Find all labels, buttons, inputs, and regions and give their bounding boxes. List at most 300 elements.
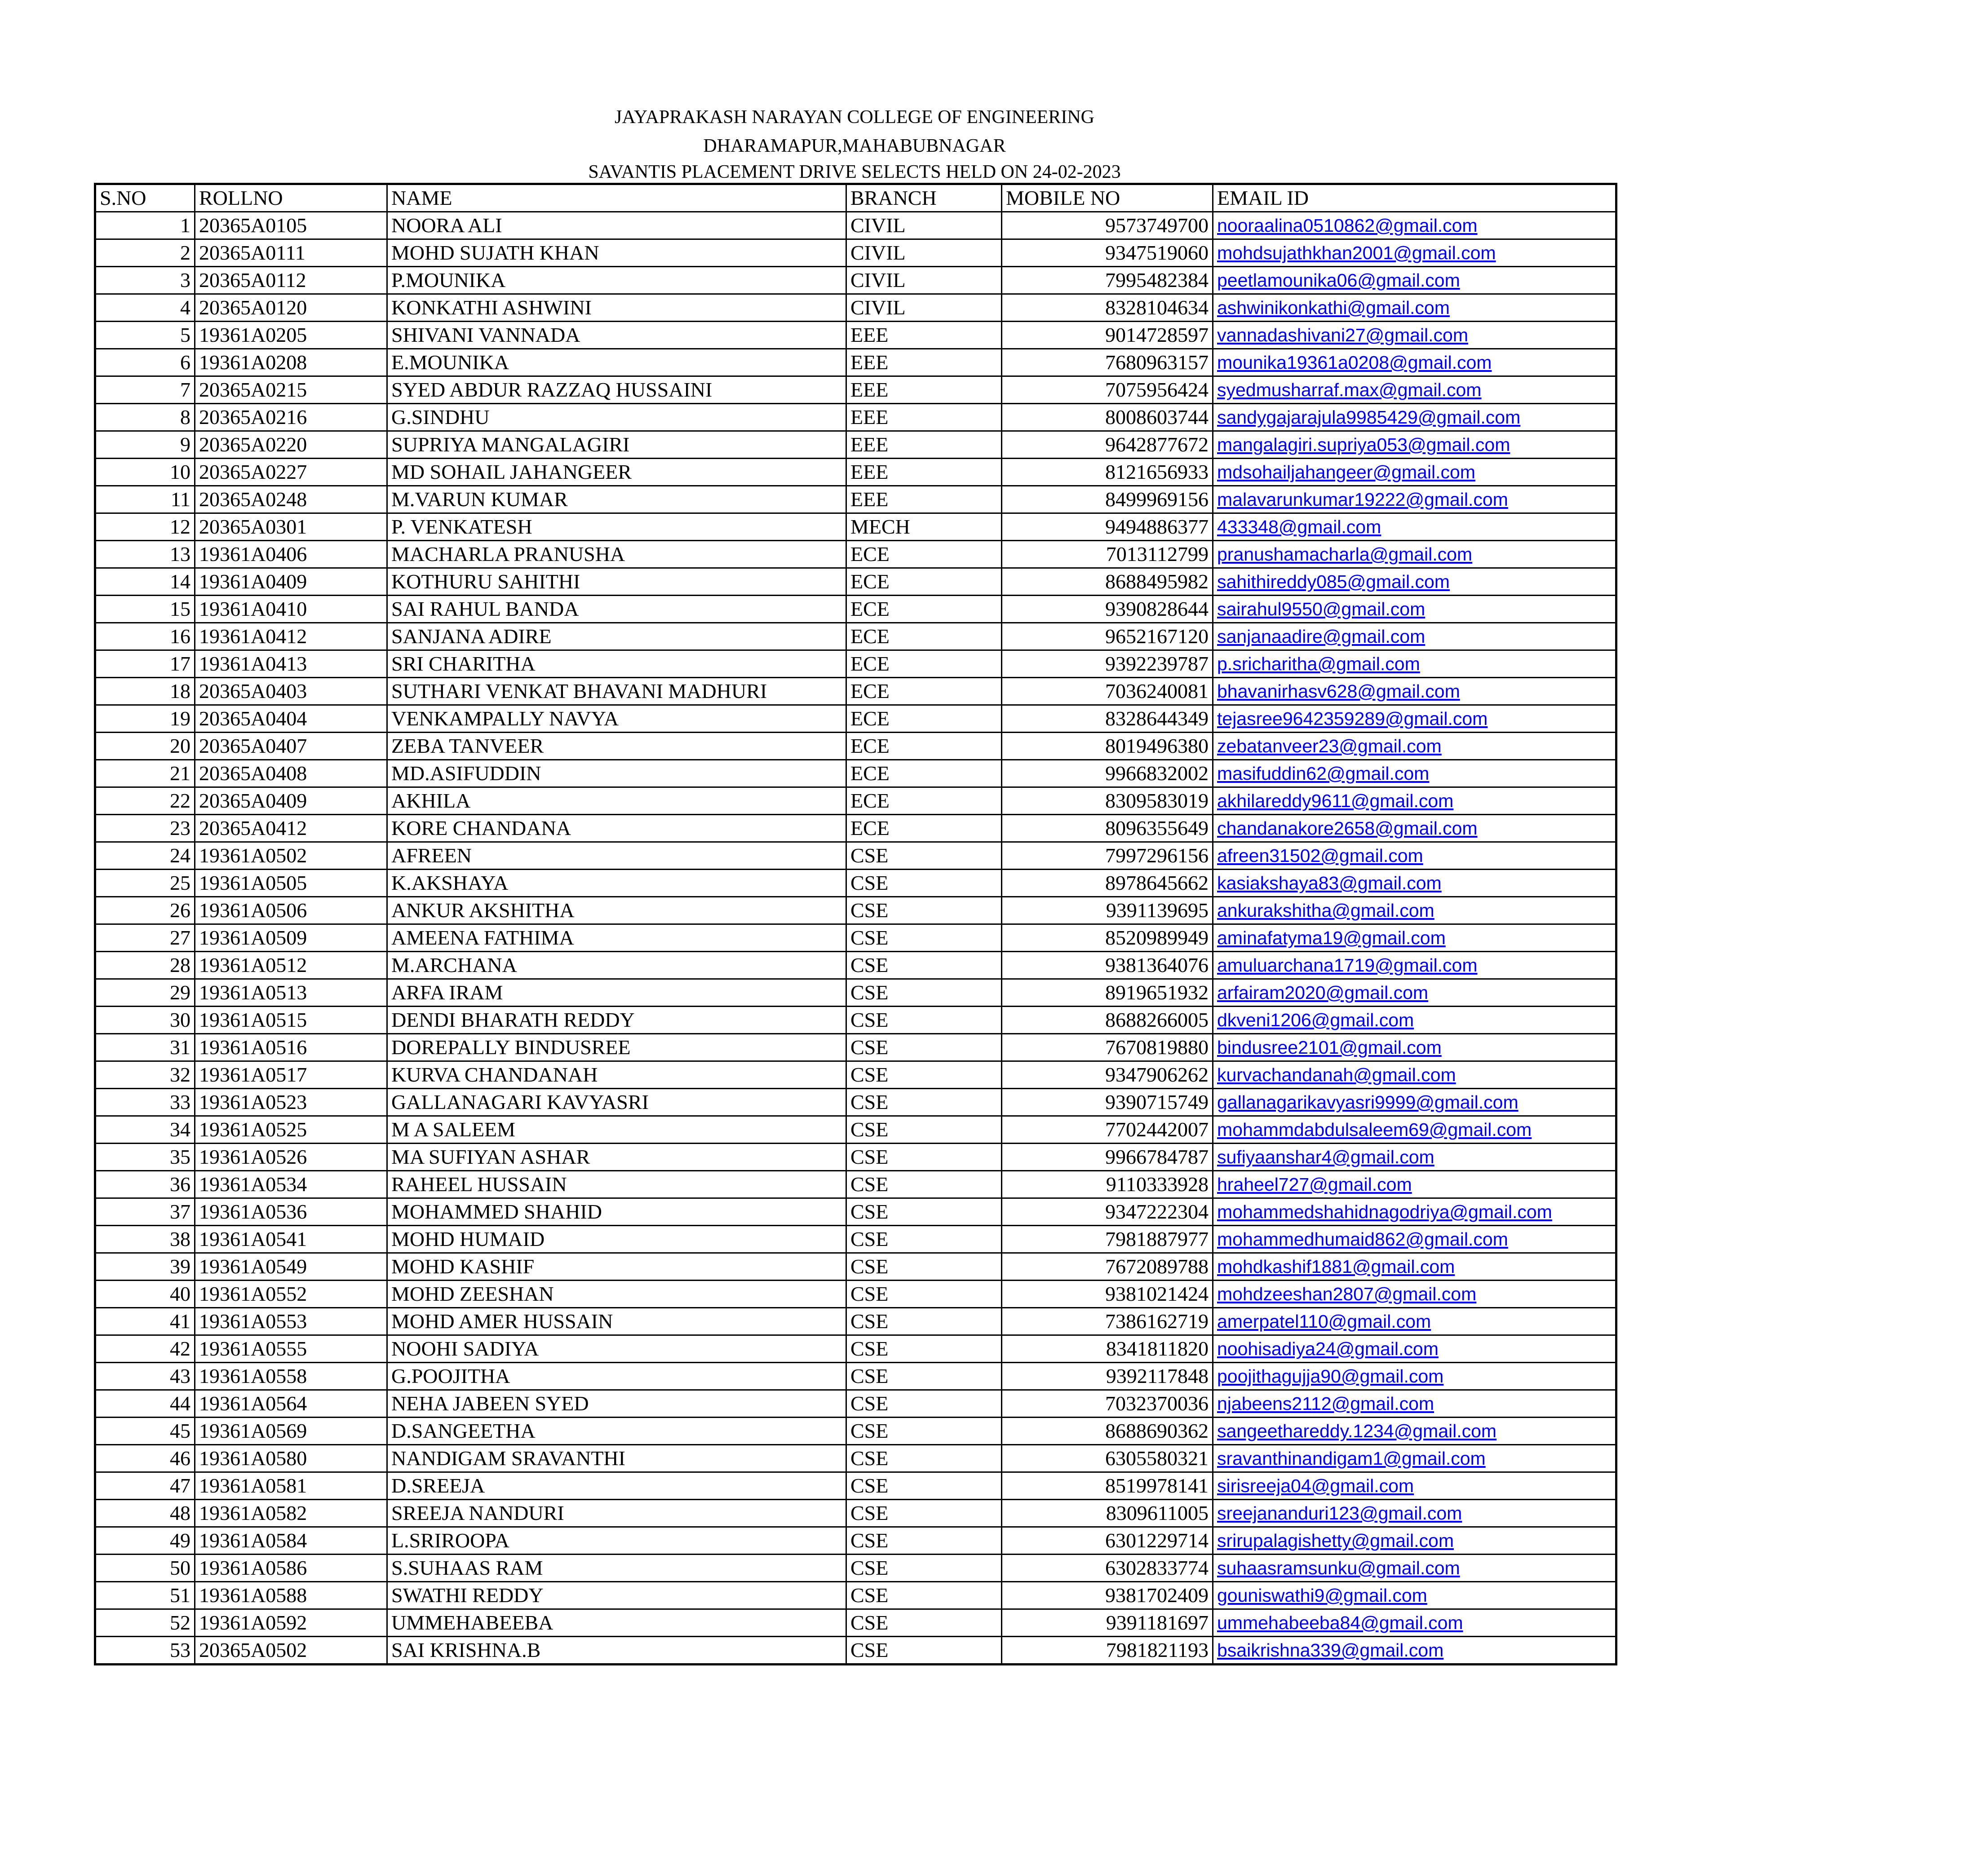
rollno-cell: 20365A0404 [195,705,387,733]
branch-cell: CSE [846,1171,1002,1198]
name-cell: MA SUFIYAN ASHAR [387,1144,846,1171]
table-row [95,513,1616,541]
branch-cell: CSE [846,1116,1002,1144]
table-row [95,623,1616,650]
mobile-cell: 8019496380 [1002,733,1213,760]
table-row [95,1500,1616,1527]
table-row [95,897,1616,924]
name-cell: S.SUHAAS RAM [387,1555,846,1582]
email-link[interactable]: hraheel727@gmail.com [1213,1171,1616,1198]
sno-cell: 35 [95,1144,195,1171]
branch-cell: CSE [846,952,1002,979]
rollno-cell: 19361A0536 [195,1198,387,1226]
email-link[interactable]: ummehabeeba84@gmail.com [1213,1609,1616,1637]
table-row [95,459,1616,486]
branch-cell: EEE [846,349,1002,376]
sno-cell: 25 [95,870,195,897]
branch-cell: CSE [846,1253,1002,1281]
email-link[interactable]: akhilareddy9611@gmail.com [1213,787,1616,815]
branch-cell: CSE [846,1582,1002,1609]
email-link[interactable]: sairahul9550@gmail.com [1213,596,1616,623]
table-row [95,733,1616,760]
drive-title-heading: SAVANTIS PLACEMENT DRIVE SELECTS HELD ON 24-02-2023 [588,162,1121,182]
name-cell: DENDI BHARATH REDDY [387,1007,846,1034]
email-link[interactable]: syedmusharraf.max@gmail.com [1213,376,1616,404]
mobile-cell: 7386162719 [1002,1308,1213,1335]
mobile-cell: 8688266005 [1002,1007,1213,1034]
rollno-cell: 20365A0111 [195,239,387,267]
mobile-cell: 7981821193 [1002,1637,1213,1665]
rollno-cell: 20365A0407 [195,733,387,760]
sno-cell: 39 [95,1253,195,1281]
sno-cell: 16 [95,623,195,650]
sno-cell: 44 [95,1390,195,1418]
name-cell: KOTHURU SAHITHI [387,568,846,596]
table-row [95,1555,1616,1582]
table-row [95,815,1616,842]
branch-cell: CSE [846,1034,1002,1061]
email-link[interactable]: vannadashivani27@gmail.com [1213,322,1616,349]
rollno-cell: 19361A0502 [195,842,387,870]
email-link[interactable]: zebatanveer23@gmail.com [1213,733,1616,760]
email-link[interactable]: sravanthinandigam1@gmail.com [1213,1445,1616,1472]
email-link[interactable]: tejasree9642359289@gmail.com [1213,705,1616,733]
rollno-cell: 19361A0409 [195,568,387,596]
sno-cell: 13 [95,541,195,568]
college-location-heading: DHARAMAPUR,MAHABUBNAGAR [703,136,1006,156]
sno-cell: 50 [95,1555,195,1582]
email-link[interactable]: mdsohailjahangeer@gmail.com [1213,459,1616,486]
name-cell: SANJANA ADIRE [387,623,846,650]
branch-cell: CSE [846,1281,1002,1308]
table-row [95,1061,1616,1089]
table-row [95,1089,1616,1116]
rollno-cell: 19361A0553 [195,1308,387,1335]
sno-cell: 6 [95,349,195,376]
name-cell: M.ARCHANA [387,952,846,979]
mobile-cell: 6302833774 [1002,1555,1213,1582]
sno-cell: 33 [95,1089,195,1116]
email-link[interactable]: kurvachandanah@gmail.com [1213,1061,1616,1089]
name-cell: AFREEN [387,842,846,870]
branch-cell: CSE [846,924,1002,952]
name-cell: NOOHI SADIYA [387,1335,846,1363]
sno-cell: 48 [95,1500,195,1527]
sno-cell: 36 [95,1171,195,1198]
rollno-cell: 20365A0215 [195,376,387,404]
table-row [95,322,1616,349]
table-row [95,1007,1616,1034]
rollno-cell: 19361A0564 [195,1390,387,1418]
table-row [95,787,1616,815]
mobile-cell: 9966832002 [1002,760,1213,787]
table-row [95,952,1616,979]
sno-cell: 8 [95,404,195,431]
mobile-cell: 9494886377 [1002,513,1213,541]
name-cell: G.SINDHU [387,404,846,431]
branch-cell: CSE [846,979,1002,1007]
email-link[interactable]: sanjanaadire@gmail.com [1213,623,1616,650]
name-cell: MOHAMMED SHAHID [387,1198,846,1226]
name-cell: KORE CHANDANA [387,815,846,842]
sno-cell: 32 [95,1061,195,1089]
sno-cell: 53 [95,1637,195,1665]
mobile-cell: 9381702409 [1002,1582,1213,1609]
email-link[interactable]: 433348@gmail.com [1213,513,1616,541]
rollno-cell: 19361A0552 [195,1281,387,1308]
sno-cell: 4 [95,294,195,322]
email-link[interactable]: ashwinikonkathi@gmail.com [1213,294,1616,322]
email-link[interactable]: mohammdabdulsaleem69@gmail.com [1213,1116,1616,1144]
email-link[interactable]: p.sricharitha@gmail.com [1213,650,1616,678]
sno-cell: 12 [95,513,195,541]
branch-cell: CSE [846,1500,1002,1527]
sno-cell: 34 [95,1116,195,1144]
branch-cell: EEE [846,404,1002,431]
sno-cell: 30 [95,1007,195,1034]
table-row [95,1445,1616,1472]
rollno-cell: 20365A0120 [195,294,387,322]
sno-cell: 1 [95,212,195,239]
table-row [95,1335,1616,1363]
sno-cell: 21 [95,760,195,787]
mobile-cell: 8519978141 [1002,1472,1213,1500]
sno-cell: 14 [95,568,195,596]
mobile-cell: 9390715749 [1002,1089,1213,1116]
table-row [95,431,1616,459]
sno-cell: 22 [95,787,195,815]
email-link[interactable]: afreen31502@gmail.com [1213,842,1616,870]
rollno-cell: 19361A0208 [195,349,387,376]
email-link[interactable]: gouniswathi9@gmail.com [1213,1582,1616,1609]
email-link[interactable]: bindusree2101@gmail.com [1213,1034,1616,1061]
column-header-rollno: ROLLNO [195,184,387,212]
sno-cell: 5 [95,322,195,349]
sno-cell: 43 [95,1363,195,1390]
branch-cell: CSE [846,870,1002,897]
table-row [95,1609,1616,1637]
sno-cell: 49 [95,1527,195,1555]
table-row [95,1116,1616,1144]
branch-cell: ECE [846,678,1002,705]
email-link[interactable]: sufiyaanshar4@gmail.com [1213,1144,1616,1171]
branch-cell: CSE [846,1226,1002,1253]
mobile-cell: 7672089788 [1002,1253,1213,1281]
email-link[interactable]: amerpatel110@gmail.com [1213,1308,1616,1335]
branch-cell: CSE [846,1555,1002,1582]
branch-cell: EEE [846,459,1002,486]
mobile-cell: 8978645662 [1002,870,1213,897]
rollno-cell: 20365A0248 [195,486,387,513]
mobile-cell: 9392117848 [1002,1363,1213,1390]
mobile-cell: 8309583019 [1002,787,1213,815]
branch-cell: CIVIL [846,239,1002,267]
mobile-cell: 9014728597 [1002,322,1213,349]
table-row [95,870,1616,897]
email-link[interactable]: mohammedshahidnagodriya@gmail.com [1213,1198,1616,1226]
sno-cell: 18 [95,678,195,705]
sno-cell: 40 [95,1281,195,1308]
mobile-cell: 8688690362 [1002,1418,1213,1445]
rollno-cell: 19361A0413 [195,650,387,678]
rollno-cell: 20365A0409 [195,787,387,815]
table-row [95,1418,1616,1445]
mobile-cell: 9391181697 [1002,1609,1213,1637]
name-cell: D.SREEJA [387,1472,846,1500]
email-link[interactable]: gallanagarikavyasri9999@gmail.com [1213,1089,1616,1116]
name-cell: SUPRIYA MANGALAGIRI [387,431,846,459]
name-cell: AKHILA [387,787,846,815]
sno-cell: 7 [95,376,195,404]
email-link[interactable]: dkveni1206@gmail.com [1213,1007,1616,1034]
sno-cell: 46 [95,1445,195,1472]
sno-cell: 2 [95,239,195,267]
table-row [95,486,1616,513]
name-cell: MACHARLA PRANUSHA [387,541,846,568]
rollno-cell: 19361A0509 [195,924,387,952]
branch-cell: CSE [846,1335,1002,1363]
mobile-cell: 6305580321 [1002,1445,1213,1472]
name-cell: SUTHARI VENKAT BHAVANI MADHURI [387,678,846,705]
table-header-row [95,184,1616,212]
sno-cell: 29 [95,979,195,1007]
email-link[interactable]: sirisreeja04@gmail.com [1213,1472,1616,1500]
branch-cell: CSE [846,1089,1002,1116]
name-cell: M A SALEEM [387,1116,846,1144]
table-row [95,1582,1616,1609]
table-row [95,1226,1616,1253]
name-cell: UMMEHABEEBA [387,1609,846,1637]
branch-cell: CIVIL [846,212,1002,239]
mobile-cell: 9390828644 [1002,596,1213,623]
table-row [95,1363,1616,1390]
rollno-cell: 19361A0534 [195,1171,387,1198]
branch-cell: ECE [846,541,1002,568]
rollno-cell: 19361A0588 [195,1582,387,1609]
email-link[interactable]: njabeens2112@gmail.com [1213,1390,1616,1418]
mobile-cell: 7680963157 [1002,349,1213,376]
rollno-cell: 19361A0582 [195,1500,387,1527]
email-link[interactable]: malavarunkumar19222@gmail.com [1213,486,1616,513]
branch-cell: CSE [846,1308,1002,1335]
table-row [95,979,1616,1007]
name-cell: K.AKSHAYA [387,870,846,897]
selects-table [94,183,1617,1665]
sno-cell: 52 [95,1609,195,1637]
table-row [95,376,1616,404]
rollno-cell: 19361A0558 [195,1363,387,1390]
branch-cell: CSE [846,1472,1002,1500]
name-cell: SREEJA NANDURI [387,1500,846,1527]
rollno-cell: 20365A0227 [195,459,387,486]
email-link[interactable]: chandanakore2658@gmail.com [1213,815,1616,842]
column-header-branch: BRANCH [846,184,1002,212]
table-row [95,1637,1616,1665]
sno-cell: 11 [95,486,195,513]
table-row [95,212,1616,239]
email-link[interactable]: sandygajarajula9985429@gmail.com [1213,404,1616,431]
branch-cell: EEE [846,322,1002,349]
rollno-cell: 19361A0513 [195,979,387,1007]
mobile-cell: 8008603744 [1002,404,1213,431]
name-cell: MD SOHAIL JAHANGEER [387,459,846,486]
mobile-cell: 8121656933 [1002,459,1213,486]
mobile-cell: 7032370036 [1002,1390,1213,1418]
name-cell: GALLANAGARI KAVYASRI [387,1089,846,1116]
name-cell: L.SRIROOPA [387,1527,846,1555]
column-header-name: NAME [387,184,846,212]
email-link[interactable]: bsaikrishna339@gmail.com [1213,1637,1616,1665]
rollno-cell: 20365A0216 [195,404,387,431]
email-link[interactable]: aminafatyma19@gmail.com [1213,924,1616,952]
email-link[interactable]: mohdzeeshan2807@gmail.com [1213,1281,1616,1308]
name-cell: P. VENKATESH [387,513,846,541]
name-cell: E.MOUNIKA [387,349,846,376]
rollno-cell: 20365A0408 [195,760,387,787]
email-link[interactable]: nooraalina0510862@gmail.com [1213,212,1616,239]
email-link[interactable]: amuluarchana1719@gmail.com [1213,952,1616,979]
email-link[interactable]: mohdkashif1881@gmail.com [1213,1253,1616,1281]
branch-cell: EEE [846,486,1002,513]
rollno-cell: 20365A0112 [195,267,387,294]
branch-cell: ECE [846,623,1002,650]
branch-cell: ECE [846,733,1002,760]
email-link[interactable]: arfairam2020@gmail.com [1213,979,1616,1007]
branch-cell: ECE [846,815,1002,842]
email-link[interactable]: sangeethareddy.1234@gmail.com [1213,1418,1616,1445]
sno-cell: 15 [95,596,195,623]
branch-cell: CIVIL [846,294,1002,322]
branch-cell: CSE [846,1445,1002,1472]
branch-cell: CSE [846,1609,1002,1637]
rollno-cell: 20365A0403 [195,678,387,705]
name-cell: NANDIGAM SRAVANTHI [387,1445,846,1472]
name-cell: VENKAMPALLY NAVYA [387,705,846,733]
college-name-heading: JAYAPRAKASH NARAYAN COLLEGE OF ENGINEERING [615,107,1094,128]
mobile-cell: 9347906262 [1002,1061,1213,1089]
email-link[interactable]: ankurakshitha@gmail.com [1213,897,1616,924]
rollno-cell: 19361A0525 [195,1116,387,1144]
branch-cell: ECE [846,760,1002,787]
email-link[interactable]: pranushamacharla@gmail.com [1213,541,1616,568]
email-link[interactable]: masifuddin62@gmail.com [1213,760,1616,787]
sno-cell: 37 [95,1198,195,1226]
rollno-cell: 19361A0526 [195,1144,387,1171]
mobile-cell: 9347222304 [1002,1198,1213,1226]
rollno-cell: 20365A0502 [195,1637,387,1665]
name-cell: SYED ABDUR RAZZAQ HUSSAINI [387,376,846,404]
mobile-cell: 8520989949 [1002,924,1213,952]
name-cell: MD.ASIFUDDIN [387,760,846,787]
mobile-cell: 7981887977 [1002,1226,1213,1253]
mobile-cell: 9347519060 [1002,239,1213,267]
email-link[interactable]: noohisadiya24@gmail.com [1213,1335,1616,1363]
email-link[interactable]: kasiakshaya83@gmail.com [1213,870,1616,897]
email-link[interactable]: mangalagiri.supriya053@gmail.com [1213,431,1616,459]
table-row [95,404,1616,431]
rollno-cell: 19361A0569 [195,1418,387,1445]
email-link[interactable]: poojithagujja90@gmail.com [1213,1363,1616,1390]
column-header-mobile: MOBILE NO [1002,184,1213,212]
mobile-cell: 9966784787 [1002,1144,1213,1171]
branch-cell: CSE [846,1637,1002,1665]
rollno-cell: 19361A0555 [195,1335,387,1363]
email-link[interactable]: peetlamounika06@gmail.com [1213,267,1616,294]
branch-cell: CSE [846,1363,1002,1390]
rollno-cell: 19361A0410 [195,596,387,623]
table-row [95,568,1616,596]
branch-cell: ECE [846,568,1002,596]
mobile-cell: 9642877672 [1002,431,1213,459]
email-link[interactable]: sreejananduri123@gmail.com [1213,1500,1616,1527]
table-row [95,267,1616,294]
sno-cell: 51 [95,1582,195,1609]
name-cell: SAI KRISHNA.B [387,1637,846,1665]
mobile-cell: 8688495982 [1002,568,1213,596]
name-cell: MOHD HUMAID [387,1226,846,1253]
sno-cell: 28 [95,952,195,979]
sno-cell: 26 [95,897,195,924]
sno-cell: 19 [95,705,195,733]
name-cell: DOREPALLY BINDUSREE [387,1034,846,1061]
branch-cell: ECE [846,705,1002,733]
column-header-email: EMAIL ID [1213,184,1616,212]
rollno-cell: 20365A0301 [195,513,387,541]
name-cell: ZEBA TANVEER [387,733,846,760]
sno-cell: 20 [95,733,195,760]
sno-cell: 23 [95,815,195,842]
branch-cell: CSE [846,897,1002,924]
rollno-cell: 19361A0205 [195,322,387,349]
branch-cell: CSE [846,842,1002,870]
rollno-cell: 19361A0581 [195,1472,387,1500]
rollno-cell: 19361A0517 [195,1061,387,1089]
email-link[interactable]: mounika19361a0208@gmail.com [1213,349,1616,376]
email-link[interactable]: suhaasramsunku@gmail.com [1213,1555,1616,1582]
email-link[interactable]: bhavanirhasv628@gmail.com [1213,678,1616,705]
name-cell: P.MOUNIKA [387,267,846,294]
rollno-cell: 20365A0220 [195,431,387,459]
sno-cell: 41 [95,1308,195,1335]
name-cell: MOHD ZEESHAN [387,1281,846,1308]
mobile-cell: 9110333928 [1002,1171,1213,1198]
mobile-cell: 7702442007 [1002,1116,1213,1144]
table-row [95,1390,1616,1418]
table-row [95,1144,1616,1171]
name-cell: G.POOJITHA [387,1363,846,1390]
name-cell: MOHD AMER HUSSAIN [387,1308,846,1335]
rollno-cell: 19361A0505 [195,870,387,897]
name-cell: RAHEEL HUSSAIN [387,1171,846,1198]
email-link[interactable]: mohdsujathkhan2001@gmail.com [1213,239,1616,267]
rollno-cell: 19361A0580 [195,1445,387,1472]
table-row [95,1253,1616,1281]
mobile-cell: 8328644349 [1002,705,1213,733]
email-link[interactable]: sahithireddy085@gmail.com [1213,568,1616,596]
mobile-cell: 7670819880 [1002,1034,1213,1061]
email-link[interactable]: srirupalagishetty@gmail.com [1213,1527,1616,1555]
mobile-cell: 6301229714 [1002,1527,1213,1555]
rollno-cell: 19361A0412 [195,623,387,650]
table-row [95,1034,1616,1061]
table-row [95,1308,1616,1335]
name-cell: AMEENA FATHIMA [387,924,846,952]
email-link[interactable]: mohammedhumaid862@gmail.com [1213,1226,1616,1253]
name-cell: MOHD SUJATH KHAN [387,239,846,267]
sno-cell: 47 [95,1472,195,1500]
rollno-cell: 19361A0406 [195,541,387,568]
branch-cell: ECE [846,787,1002,815]
